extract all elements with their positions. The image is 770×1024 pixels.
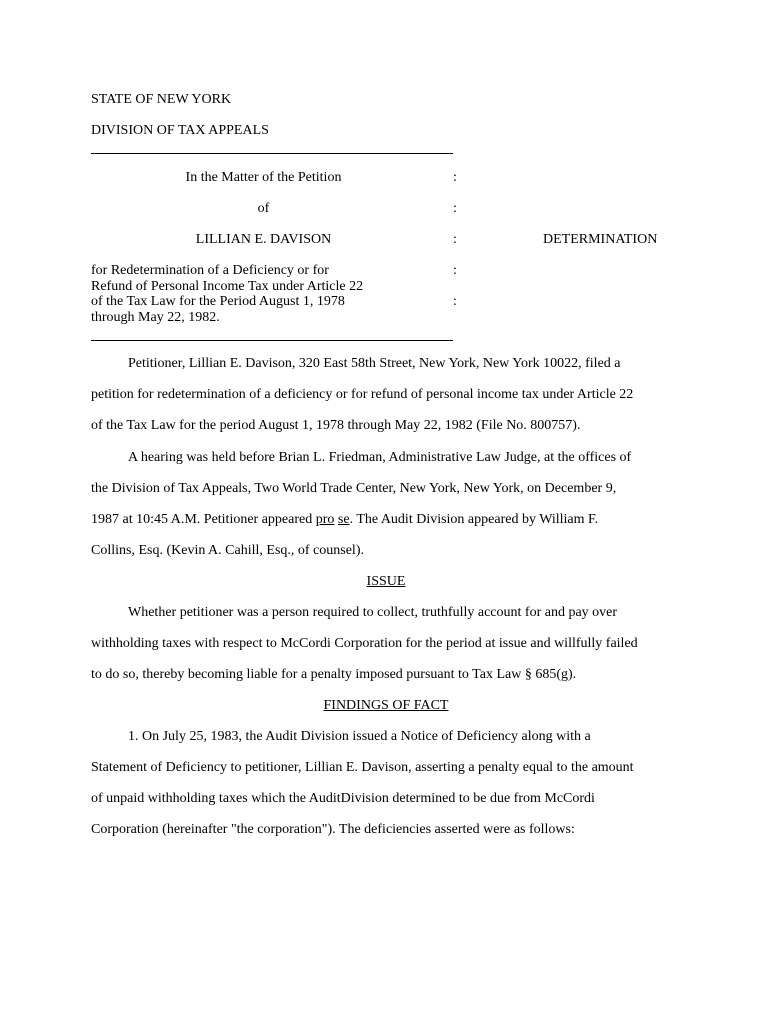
caption-colon: : xyxy=(453,263,457,278)
caption-matter: In the Matter of the Petition xyxy=(185,170,342,185)
hearing-paragraph-line: the Division of Tax Appeals, Two World Trade Center, New York, New York, on December 9, xyxy=(91,481,617,496)
hearing-text: 1987 at 10:45 A.M. Petitioner appeared xyxy=(91,512,316,527)
caption-bottom-rule xyxy=(91,340,453,341)
intro-paragraph-line: of the Tax Law for the period August 1, 1978 through May 22, 1982 (File No. 800757). xyxy=(91,418,581,433)
caption-purpose-line: of the Tax Law for the Period August 1, 1978 xyxy=(91,294,345,309)
caption-colon: : xyxy=(453,170,457,185)
caption-petitioner-name: LILLIAN E. DAVISON xyxy=(195,232,332,247)
caption-purpose-line: for Redetermination of a Deficiency or for xyxy=(91,263,329,278)
pro-term: pro xyxy=(315,512,335,527)
se-term: se xyxy=(337,512,350,527)
issue-heading: ISSUE xyxy=(366,574,406,589)
issue-line: to do so, thereby becoming liable for a penalty imposed pursuant to Tax Law § 685(g). xyxy=(91,667,577,682)
state-header: STATE OF NEW YORK xyxy=(91,92,232,107)
findings-heading: FINDINGS OF FACT xyxy=(323,698,449,713)
caption-top-rule xyxy=(91,153,453,154)
issue-line: Whether petitioner was a person required to collect, truthfully account for and pay over xyxy=(128,605,618,620)
hearing-paragraph-line: A hearing was held before Brian L. Friedman, Administrative Law Judge, at the offices of xyxy=(128,450,632,465)
finding-line: Corporation (hereinafter "the corporation"). The deficiencies asserted were as follows: xyxy=(91,822,575,837)
caption-of: of xyxy=(257,201,270,216)
hearing-text: . The Audit Division appeared by William F. xyxy=(349,512,599,527)
caption-colon: : xyxy=(453,294,457,309)
intro-paragraph-line: Petitioner, Lillian E. Davison, 320 East 58th Street, New York, New York 10022, filed a xyxy=(128,356,621,371)
division-header: DIVISION OF TAX APPEALS xyxy=(91,123,269,138)
finding-line: 1. On July 25, 1983, the Audit Division issued a Notice of Deficiency along with a xyxy=(128,729,591,744)
caption-purpose xyxy=(91,263,406,325)
finding-line: Statement of Deficiency to petitioner, Lillian E. Davison, asserting a penalty equal to the amount xyxy=(91,760,634,775)
caption-purpose-line: Refund of Personal Income Tax under Article 22 xyxy=(91,278,364,294)
intro-paragraph-line: petition for redetermination of a deficiency or for refund of personal income tax under Article 22 xyxy=(91,387,634,402)
caption-purpose-line: through May 22, 1982. xyxy=(91,309,220,325)
hearing-paragraph-line xyxy=(91,512,681,528)
document-type-title: DETERMINATION xyxy=(543,232,658,247)
caption-colon: : xyxy=(453,232,457,247)
hearing-paragraph-line: Collins, Esq. (Kevin A. Cahill, Esq., of counsel). xyxy=(91,543,364,558)
caption-colon: : xyxy=(453,201,457,216)
issue-line: withholding taxes with respect to McCordi Corporation for the period at issue and willfully failed xyxy=(91,636,638,651)
finding-line: of unpaid withholding taxes which the AuditDivision determined to be due from McCordi xyxy=(91,791,595,806)
